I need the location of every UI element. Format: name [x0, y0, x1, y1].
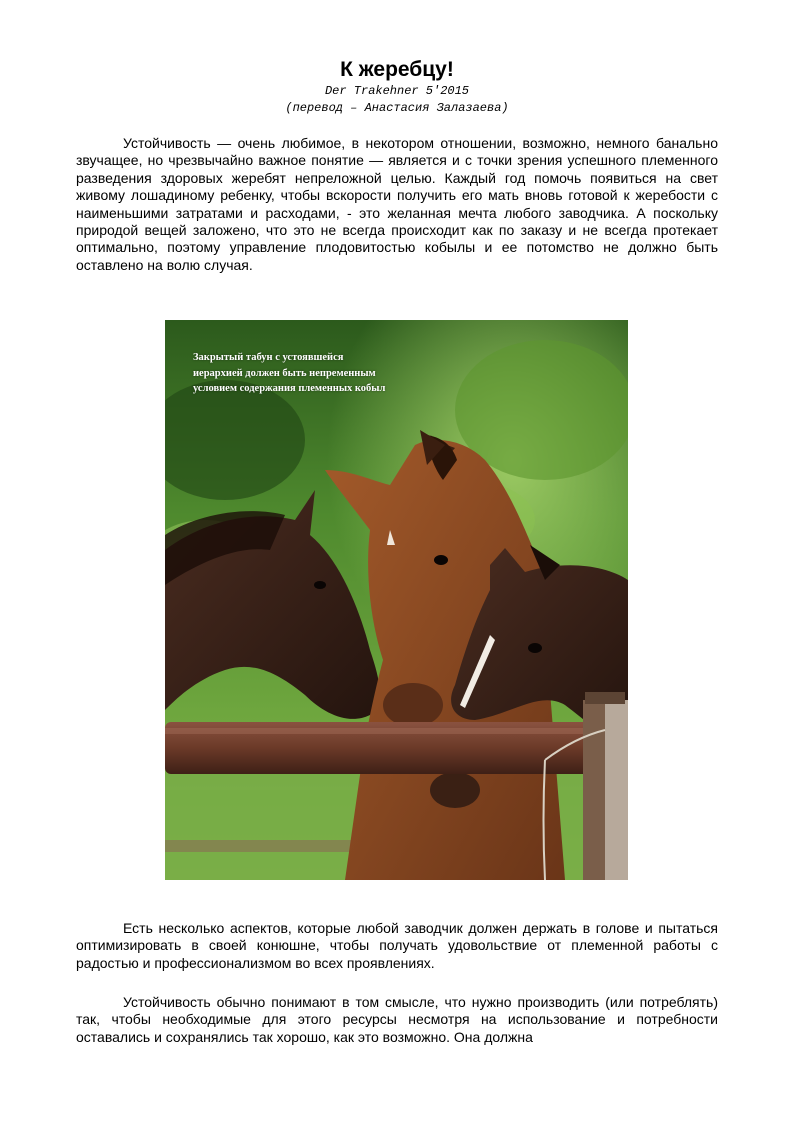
paragraph-2: Есть несколько аспектов, которые любой заводчик должен держать в голове и пытаться оптимизировать в своей конюшне, чтобы получать удовольствие от племенной работы с радостью и профессионализмом во всех проявлениях. [76, 920, 718, 971]
photo-caption: Закрытый табун с устоявшейся иерархией должен быть непременным условием содержания племенных кобыл [193, 352, 386, 394]
paragraph-1: Устойчивость — очень любимое, в некотором отношении, возможно, немного банально звучащее, но чрезвычайно важное понятие — является и с точки зрения успешного племенного разведения здоровых жеребят непреложной целью. Каждый год помочь появиться на свет живому лошадиному ребенку, чтобы вскорости получить его мать вновь готовой к жеребости с наименьшими затратами и расходами, - это желанная мечта любого заводчика. А поскольку природой вещей заложено, что это не всегда происходит как по заказу и не всегда протекает оптимально, поэтому управление плодовитостью кобылы и ее потомство не должно быть оставлено на волю случая. [76, 135, 718, 273]
article-source: Der Trakehner 5'2015 [324, 84, 470, 98]
horses-photo [165, 320, 628, 880]
article-translator: (перевод – Анастасия Залазаева) [285, 101, 509, 115]
horses-illustration [165, 320, 628, 880]
paragraph-3: Устойчивость обычно понимают в том смысле, что нужно производить (или потреблять) так, чтобы необходимые для этого ресурсы несмотря на использование и потребности оставались и сохранялись так хорошо, как это возможно. Она должна [76, 994, 718, 1045]
article-title: К жеребцу! [340, 58, 454, 81]
